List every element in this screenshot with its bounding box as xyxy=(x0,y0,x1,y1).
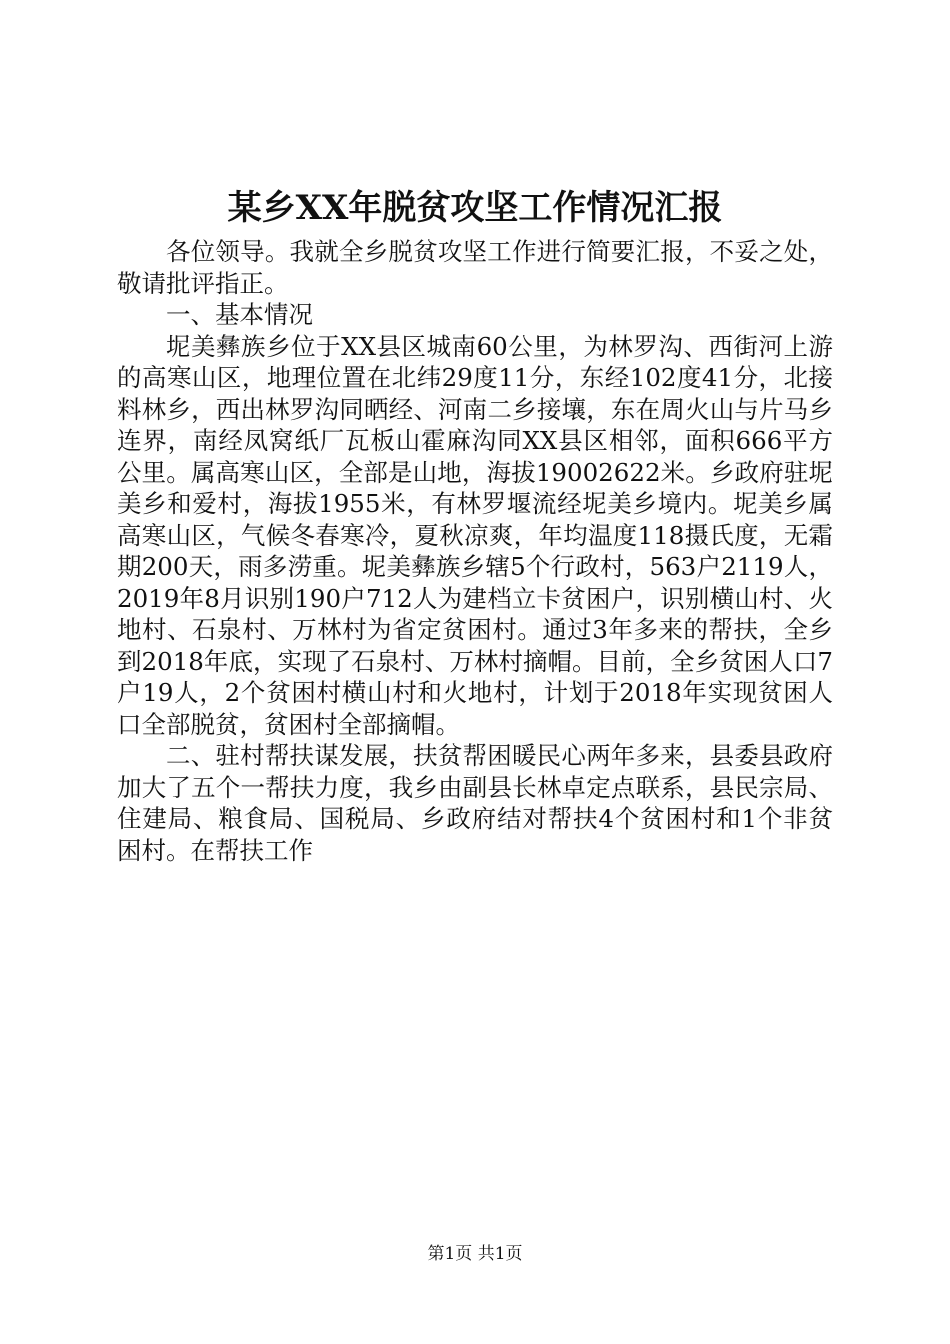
paragraph-basic-info: 坭美彝族乡位于XX县区城南60公里，为林罗沟、西街河上游的高寒山区，地理位置在北纬29度11分，东经102度41分，北接料林乡，西出林罗沟同晒经、河南二乡接壤，东在周火山与片马乡连界，南经凤窝纸厂瓦板山霍麻沟同XX县区相邻，面积666平方公里。属高寒山区，全部是山地，海拔19002622米。乡政府驻坭美乡和爱村，海拔1955米，有林罗堰流经坭美乡境内。坭美乡属高寒山区，气候冬春寒冷，夏秋凉爽，年均温度118摄氏度，无霜期200天，雨多涝重。坭美彝族乡辖5个行政村，563户2119人，2019年8月识别190户712人为建档立卡贫困户，识别横山村、火地村、石泉村、万林村为省定贫困村。通过3年多来的帮扶，全乡到2018年底，实现了石泉村、万林村摘帽。目前，全乡贫困人口7户19人，2个贫困村横山村和火地村，计划于2018年实现贫困人口全部脱贫，贫困村全部摘帽。 xyxy=(117,331,833,739)
page-title: 某乡XX年脱贫攻坚工作情况汇报 xyxy=(227,188,723,228)
section-heading-basic-info: 一、基本情况 xyxy=(166,300,313,329)
document-body xyxy=(117,236,833,866)
page-footer: 第1页 共1页 xyxy=(427,1244,523,1264)
paragraph-greeting: 各位领导。我就全乡脱贫攻坚工作进行简要汇报，不妥之处，敬请批评指正。 xyxy=(117,237,833,298)
paragraph-village-assistance: 二、驻村帮扶谋发展，扶贫帮困暖民心两年多来，县委县政府加大了五个一帮扶力度，我乡由副县长林卓定点联系，县民宗局、住建局、粮食局、国税局、乡政府结对帮扶4个贫困村和1个非贫困村。在帮扶工作 xyxy=(117,741,833,865)
